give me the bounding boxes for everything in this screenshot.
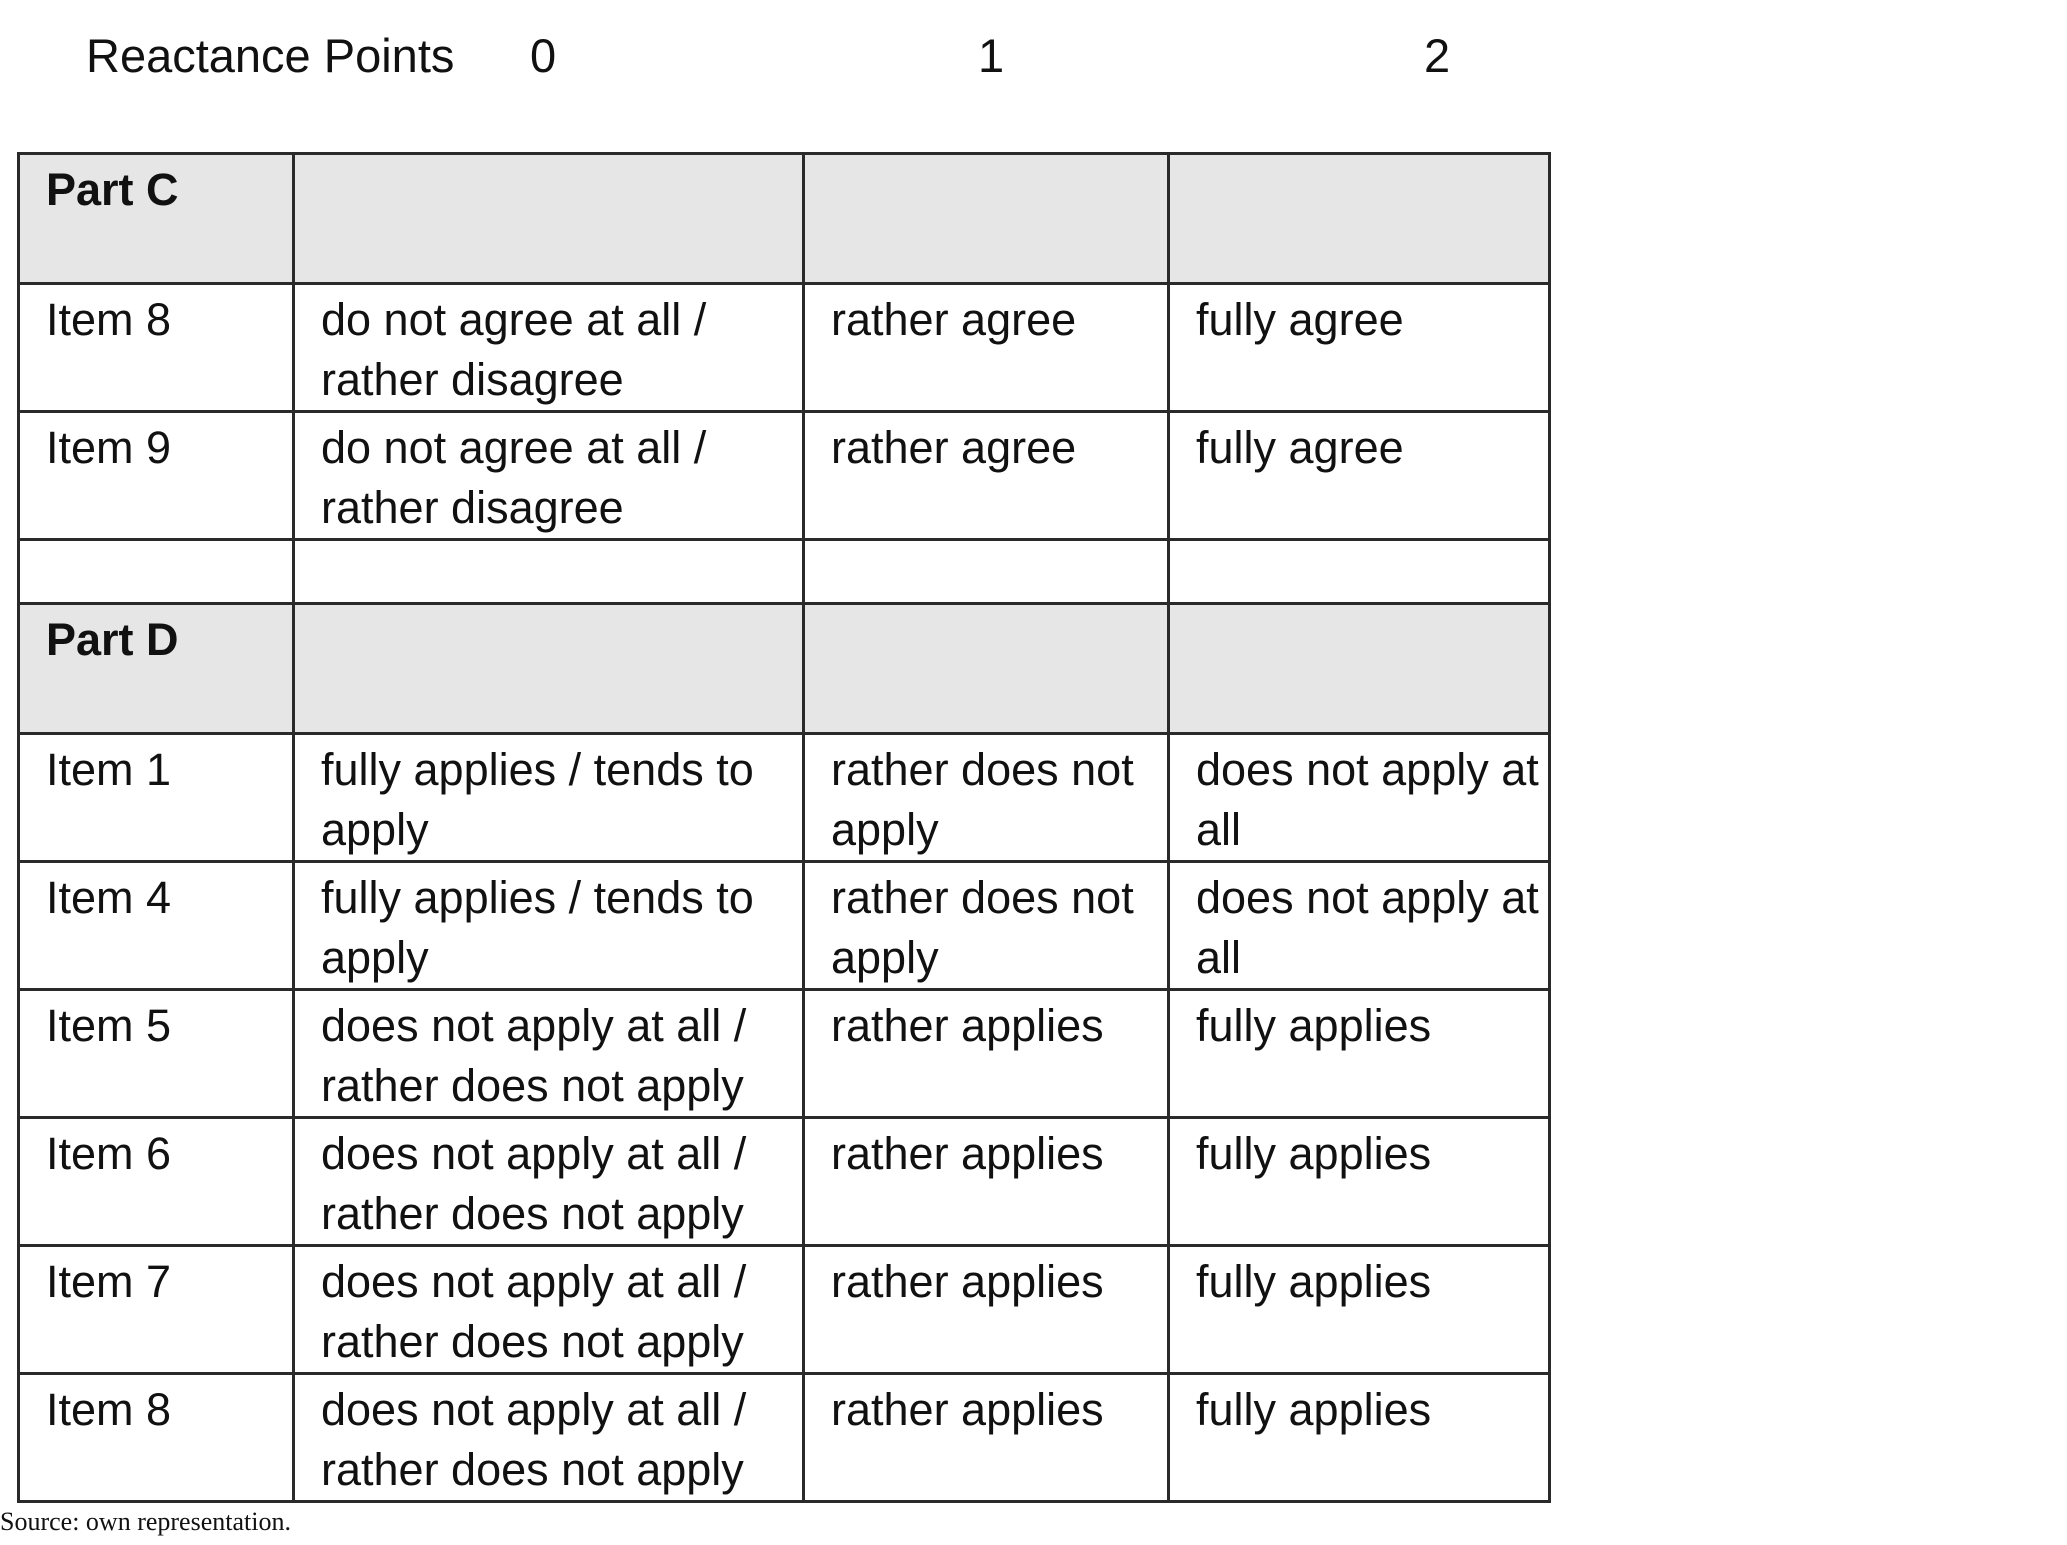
item-label: Item 5 — [19, 990, 294, 1118]
points-2-answer: does not apply at all — [1169, 734, 1550, 862]
points-0-answer: does not apply at all / rather does not apply — [294, 1374, 804, 1502]
points-1-answer: rather does not apply — [804, 734, 1169, 862]
points-2-answer: fully agree — [1169, 412, 1550, 540]
points-0-answer: do not agree at all / rather disagree — [294, 284, 804, 412]
points-value-0: 0 — [530, 29, 557, 82]
points-1-answer: rather does not apply — [804, 862, 1169, 990]
empty-cell — [804, 154, 1169, 284]
empty-cell — [294, 540, 804, 604]
points-1-answer: rather agree — [804, 412, 1169, 540]
table-row — [19, 1246, 1550, 1374]
part-c-header-row — [19, 154, 1550, 284]
table-row — [19, 1374, 1550, 1502]
empty-cell — [804, 540, 1169, 604]
points-value-1: 1 — [978, 29, 1005, 82]
points-1-answer: rather applies — [804, 1246, 1169, 1374]
points-0-answer: do not agree at all / rather disagree — [294, 412, 804, 540]
points-0-answer: does not apply at all / rather does not apply — [294, 1118, 804, 1246]
part-d-header-row — [19, 604, 1550, 734]
points-0-answer: fully applies / tends to apply — [294, 734, 804, 862]
table-row — [19, 412, 1550, 540]
points-value-2: 2 — [1424, 29, 1451, 82]
empty-cell — [294, 604, 804, 734]
points-0-answer: fully applies / tends to apply — [294, 862, 804, 990]
empty-cell — [19, 540, 294, 604]
reactance-points-label: Reactance Points — [86, 29, 455, 82]
points-2-answer: does not apply at all — [1169, 862, 1550, 990]
empty-cell — [1169, 154, 1550, 284]
table-row — [19, 734, 1550, 862]
item-label: Item 8 — [19, 284, 294, 412]
points-1-answer: rather applies — [804, 1118, 1169, 1246]
table-row — [19, 1118, 1550, 1246]
points-1-answer: rather agree — [804, 284, 1169, 412]
table-row — [19, 284, 1550, 412]
points-2-answer: fully applies — [1169, 990, 1550, 1118]
empty-cell — [294, 154, 804, 284]
item-label: Item 6 — [19, 1118, 294, 1246]
item-label: Item 7 — [19, 1246, 294, 1374]
table-row — [19, 862, 1550, 990]
empty-cell — [1169, 604, 1550, 734]
item-label: Item 8 — [19, 1374, 294, 1502]
empty-cell — [1169, 540, 1550, 604]
part-d-label: Part D — [19, 604, 294, 734]
points-1-answer: rather applies — [804, 990, 1169, 1118]
source-note: Source: own representation. — [0, 1507, 291, 1536]
part-c-label: Part C — [19, 154, 294, 284]
empty-cell — [804, 604, 1169, 734]
points-1-answer: rather applies — [804, 1374, 1169, 1502]
table-row — [19, 990, 1550, 1118]
points-2-answer: fully applies — [1169, 1246, 1550, 1374]
points-2-answer: fully applies — [1169, 1118, 1550, 1246]
spacer-row — [19, 540, 1550, 604]
item-label: Item 4 — [19, 862, 294, 990]
reactance-points-header — [0, 28, 1560, 88]
points-0-answer: does not apply at all / rather does not apply — [294, 990, 804, 1118]
points-0-answer: does not apply at all / rather does not apply — [294, 1246, 804, 1374]
points-2-answer: fully applies — [1169, 1374, 1550, 1502]
reactance-scoring-table — [17, 152, 1551, 1503]
item-label: Item 9 — [19, 412, 294, 540]
points-2-answer: fully agree — [1169, 284, 1550, 412]
item-label: Item 1 — [19, 734, 294, 862]
